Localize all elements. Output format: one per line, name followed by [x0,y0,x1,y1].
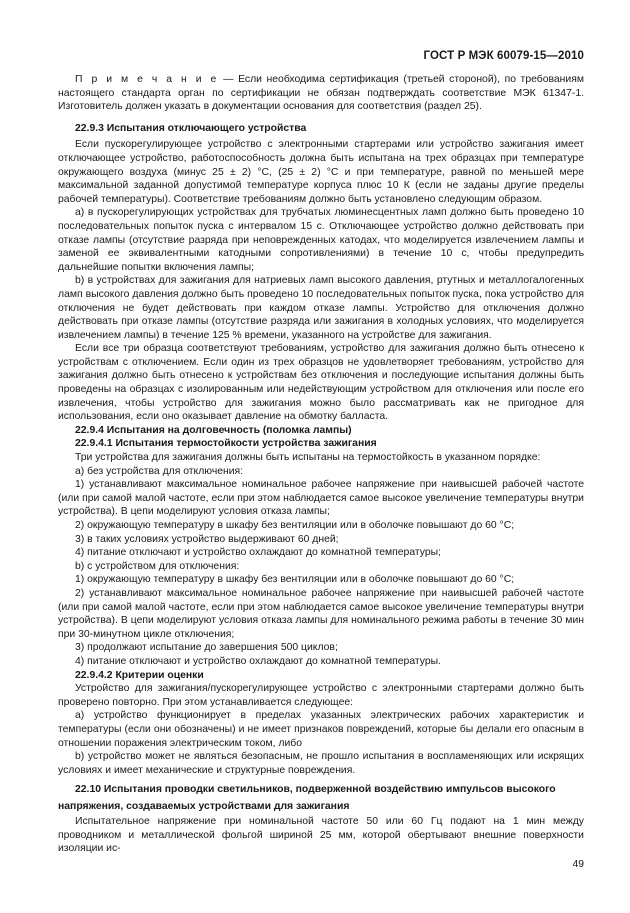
note-label: П р и м е ч а н и е [75,74,219,85]
section-heading-22-9-4-1: 22.9.4.1 Испытания термостойкости устройства зажигания [75,438,377,450]
list-item: 2) устанавливают максимальное номинальное рабочее напряжение при наивысшей рабочей частоте (или при самой малой частоте, если при этом наблюдается самое высокое увеличение температуры внутри устройства). В цепи моделируют условия отказа лампы для номинального режима работы в течение 30 мин при 30-минутном цикле отключения; [58,587,584,640]
list-item: 4) питание отключают и устройство охлаждают до комнатной температуры; [75,547,441,559]
list-item: 3) продолжают испытание до завершения 500 циклов; [75,642,338,654]
section-heading-22-9-4-2: 22.9.4.2 Критерии оценки [75,669,204,681]
list-item: b) устройство может не являться безопасным, не прошло испытания в воспламеняющих или искрящих условиях и имеет механические и структурные повреждения. [58,751,584,776]
section-heading-22-10: 22.10 Испытания проводки светильников, подверженной воздействию импульсов высокого напряжения, создаваемых устройствами для зажигания [58,784,556,813]
list-item: 4) питание отключают и устройство охлаждают до комнатной температуры. [75,655,441,667]
paragraph: Три устройства для зажигания должны быть испытаны на термостойкость в указанном порядке: [75,452,541,464]
list-item: 1) окружающую температуру в шкафу без вентиляции или в оболочке повышают до 60 °С; [75,574,515,586]
document-body [58,73,584,856]
standard-header: ГОСТ Р МЭК 60079-15—2010 [423,50,584,62]
paragraph: Устройство для зажигания/пускорегулирующее устройство с электронными стартерами должно быть проверено повторно. При этом устанавливается следующее: [58,683,584,708]
section-heading-22-9-3: 22.9.3 Испытания отключающего устройства [75,122,307,134]
list-item: а) в пускорегулирующих устройствах для трубчатых люминесцентных ламп должно быть проведено 10 последовательных попыток пуска с интервалом 15 с. Отключающее устройство должно действовать при отказе лампы (отсутствие разряда при неповрежденных катодах, что моделируется извлечением лампы и заменой ее эквивалентными катодными сопротивлениями) в течение 10 с, чтобы предупредить дальнейшие попытки включения лампы; [58,207,584,273]
section-heading-22-9-4: 22.9.4 Испытания на долговечность (поломка лампы) [75,424,352,436]
page-number: 49 [572,859,584,870]
paragraph: Испытательное напряжение при номинальной частоте 50 или 60 Гц подают на 1 мин между проводником и металлической фольгой шириной 25 мм, которой обертывают внешние поверхности изоляции ис- [58,816,584,855]
note-paragraph [58,73,584,114]
list-item: а) устройство функционирует в пределах указанных электрических рабочих характеристик и температуры (если они обозначены) и не имеет признаков повреждений, которые бы делали его опасным в отношении поражения электрическим током, либо [58,710,584,749]
list-item: а) без устройства для отключения: [75,465,244,477]
note-text: — Если необходима сертификация (третьей стороной), по требованиям настоящего стандарта орган по сертификации не обязан подтверждать соответствие МЭК 61347-1. Изготовитель должен указать в документации основания для соответствия (раздел 25). [58,74,584,113]
paragraph: Если все три образца соответствуют требованиям, устройство для зажигания должно быть отнесено к устройствам с отключением. Если один из трех образцов не удовлетворяет требованиям, устройство для зажигания должно быть отнесено к устройствам без отключения и последующие испытания должны быть проведены на образцах с изолированным или недействующим устройством для отключения или после его извлечения, чтобы устройство для зажигания можно было рассматривать как не пригодное для использования, если оно оказывает давление на обмотку балласта. [58,343,584,423]
list-item: b) в устройствах для зажигания для натриевых ламп высокого давления, ртутных и металлогалогенных ламп высокого давления должно быть проведено 10 последовательных попыток пуска, пока устройство для отключения не будет действовать при каждом отказе лампы. Устройство для отключения должно действовать при отказе лампы (отсутствие разряда или зажигания в холодных условиях, что моделируется извлечением лампы) в течение 125 % времени, указанного на устройстве для зажигания. [58,275,584,341]
paragraph: Если пускорегулирующее устройство с электронными стартерами или устройство зажигания имеет отключающее устройство, работоспособность должна быть испытана на трех образцах при температуре окружающего воздуха (минус 25 ± 2) °С, (25 ± 2) °С и при температуре, равной по меньшей мере максимальной заданной допустимой температуре корпуса плюс 10 К (если не заданы другие пределы рабочей температуры). Соответствие требованиям должно быть установлено следующим образом. [58,139,584,205]
list-item: b) с устройством для отключения: [75,560,240,572]
list-item: 1) устанавливают максимальное номинальное рабочее напряжение при наивысшей рабочей частоте (или при самой малой частоте, если при этом наблюдается самое высокое увеличение температуры внутри устройства). В цепи моделируют условия отказа лампы; [58,479,584,518]
list-item: 2) окружающую температуру в шкафу без вентиляции или в оболочке повышают до 60 °С; [75,520,515,531]
list-item: 3) в таких условиях устройство выдерживают 60 дней; [75,533,339,545]
